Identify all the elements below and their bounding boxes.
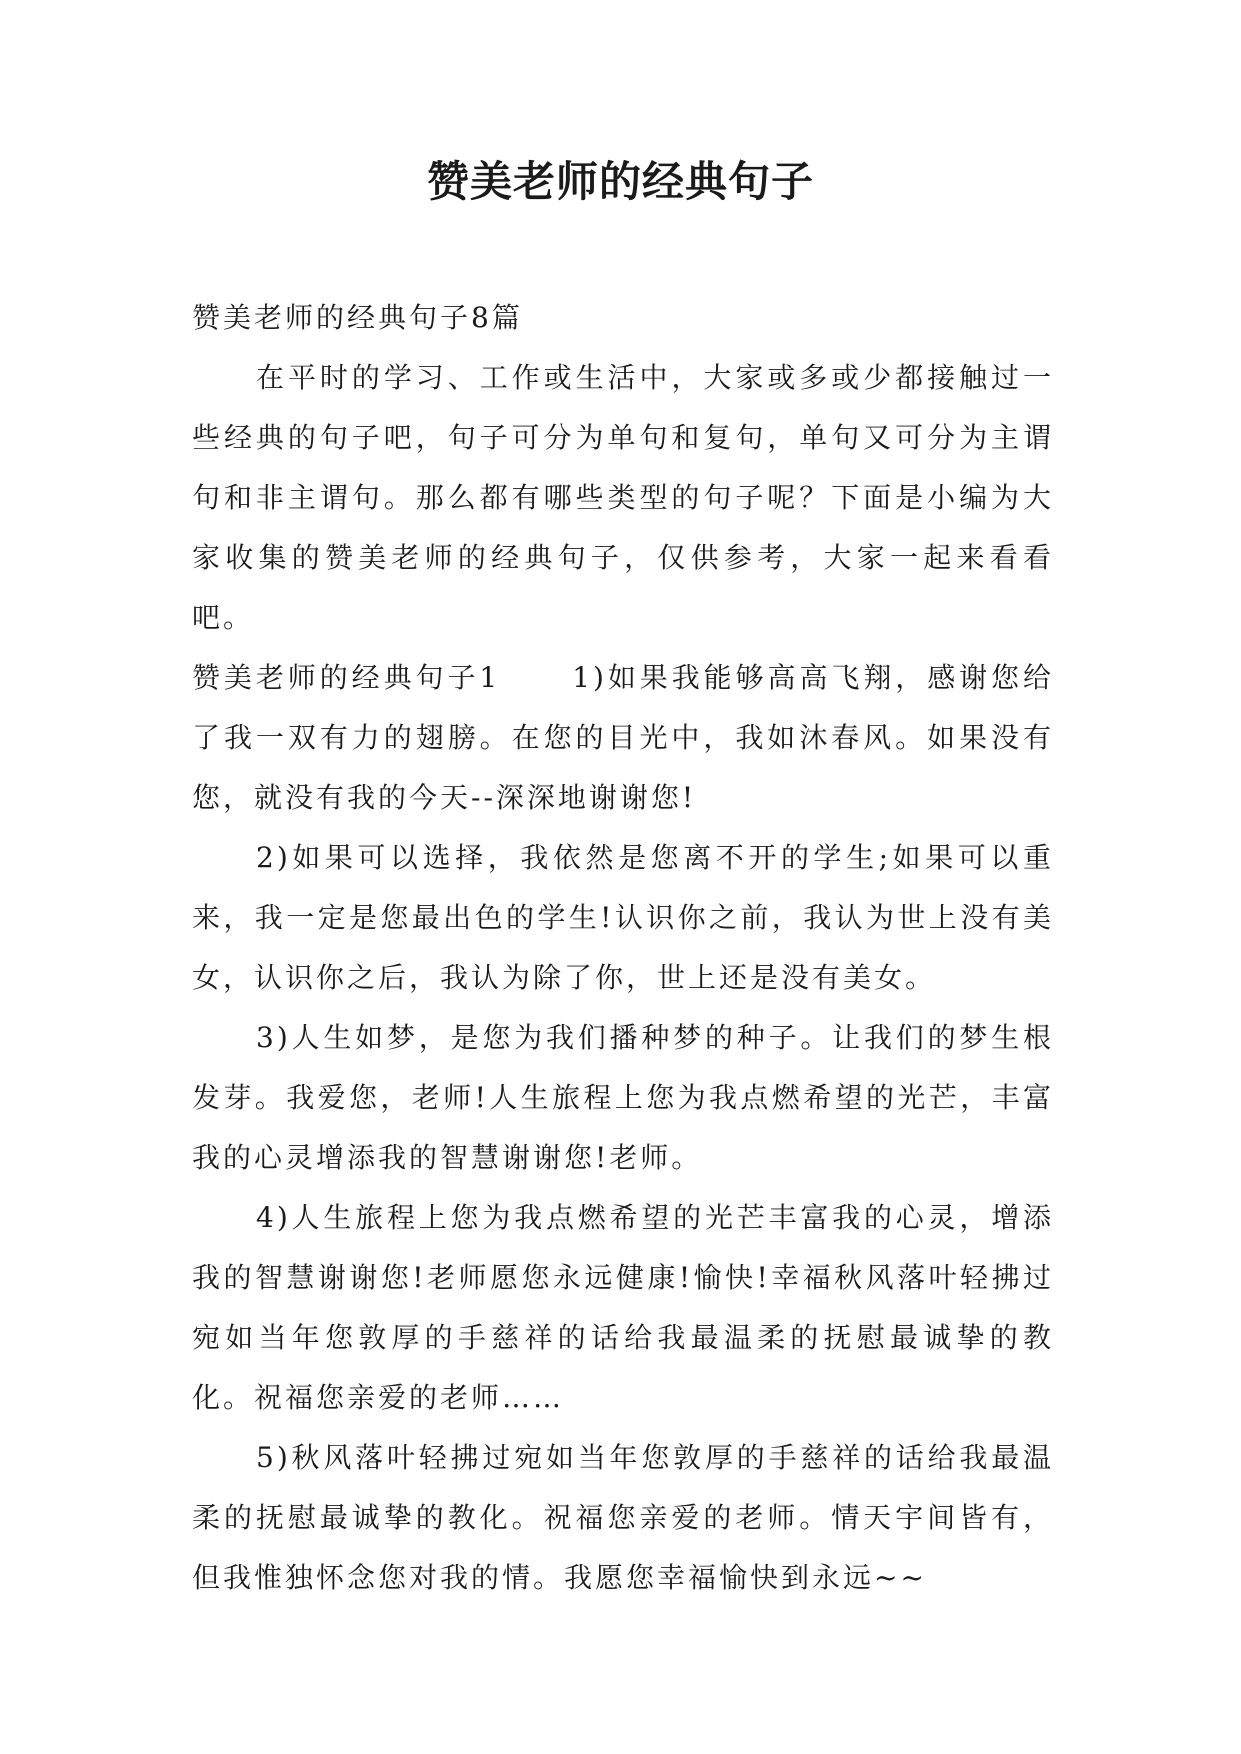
section-heading: 赞美老师的经典句子1 [192,661,501,694]
sentence-item-4: 4)人生旅程上您为我点燃希望的光芒丰富我的心灵，增添我的智慧谢谢您!老师愿您永远健康!愉快!幸福秋风落叶轻拂过宛如当年您敦厚的手慈祥的话给我最温柔的抚慰最诚挚的教化。祝福您亲爱的老师…… [192,1201,1054,1414]
sentence-item-1: 1)如果我能够高高飞翔，感谢您给了我一双有力的翅膀。在您的目光中，我如沐春风。如果没有您，就没有我的今天--深深地谢谢您! [192,661,1054,814]
section-1-paragraph [192,648,1054,828]
document-body [192,288,1054,1608]
sentence-item-2: 2)如果可以选择，我依然是您离不开的学生;如果可以重来，我一定是您最出色的学生!认识你之前，我认为世上没有美女，认识你之后，我认为除了你，世上还是没有美女。 [192,841,1054,994]
sentence-item-5: 5)秋风落叶轻拂过宛如当年您敦厚的手慈祥的话给我最温柔的抚慰最诚挚的教化。祝福您亲爱的老师。情天宇间皆有，但我惟独怀念您对我的情。我愿您幸福愉快到永远~~ [192,1441,1054,1594]
intro-paragraph: 在平时的学习、工作或生活中，大家或多或少都接触过一些经典的句子吧，句子可分为单句和复句，单句又可分为主谓句和非主谓句。那么都有哪些类型的句子呢？下面是小编为大家收集的赞美老师的经典句子，仅供参考，大家一起来看看吧。 [192,361,1054,634]
document-title: 赞美老师的经典句子 [426,157,814,206]
document-subtitle: 赞美老师的经典句子8篇 [192,301,523,334]
sentence-item-3: 3)人生如梦，是您为我们播种梦的种子。让我们的梦生根发芽。我爱您，老师!人生旅程上您为我点燃希望的光芒，丰富我的心灵增添我的智慧谢谢您!老师。 [192,1021,1054,1174]
